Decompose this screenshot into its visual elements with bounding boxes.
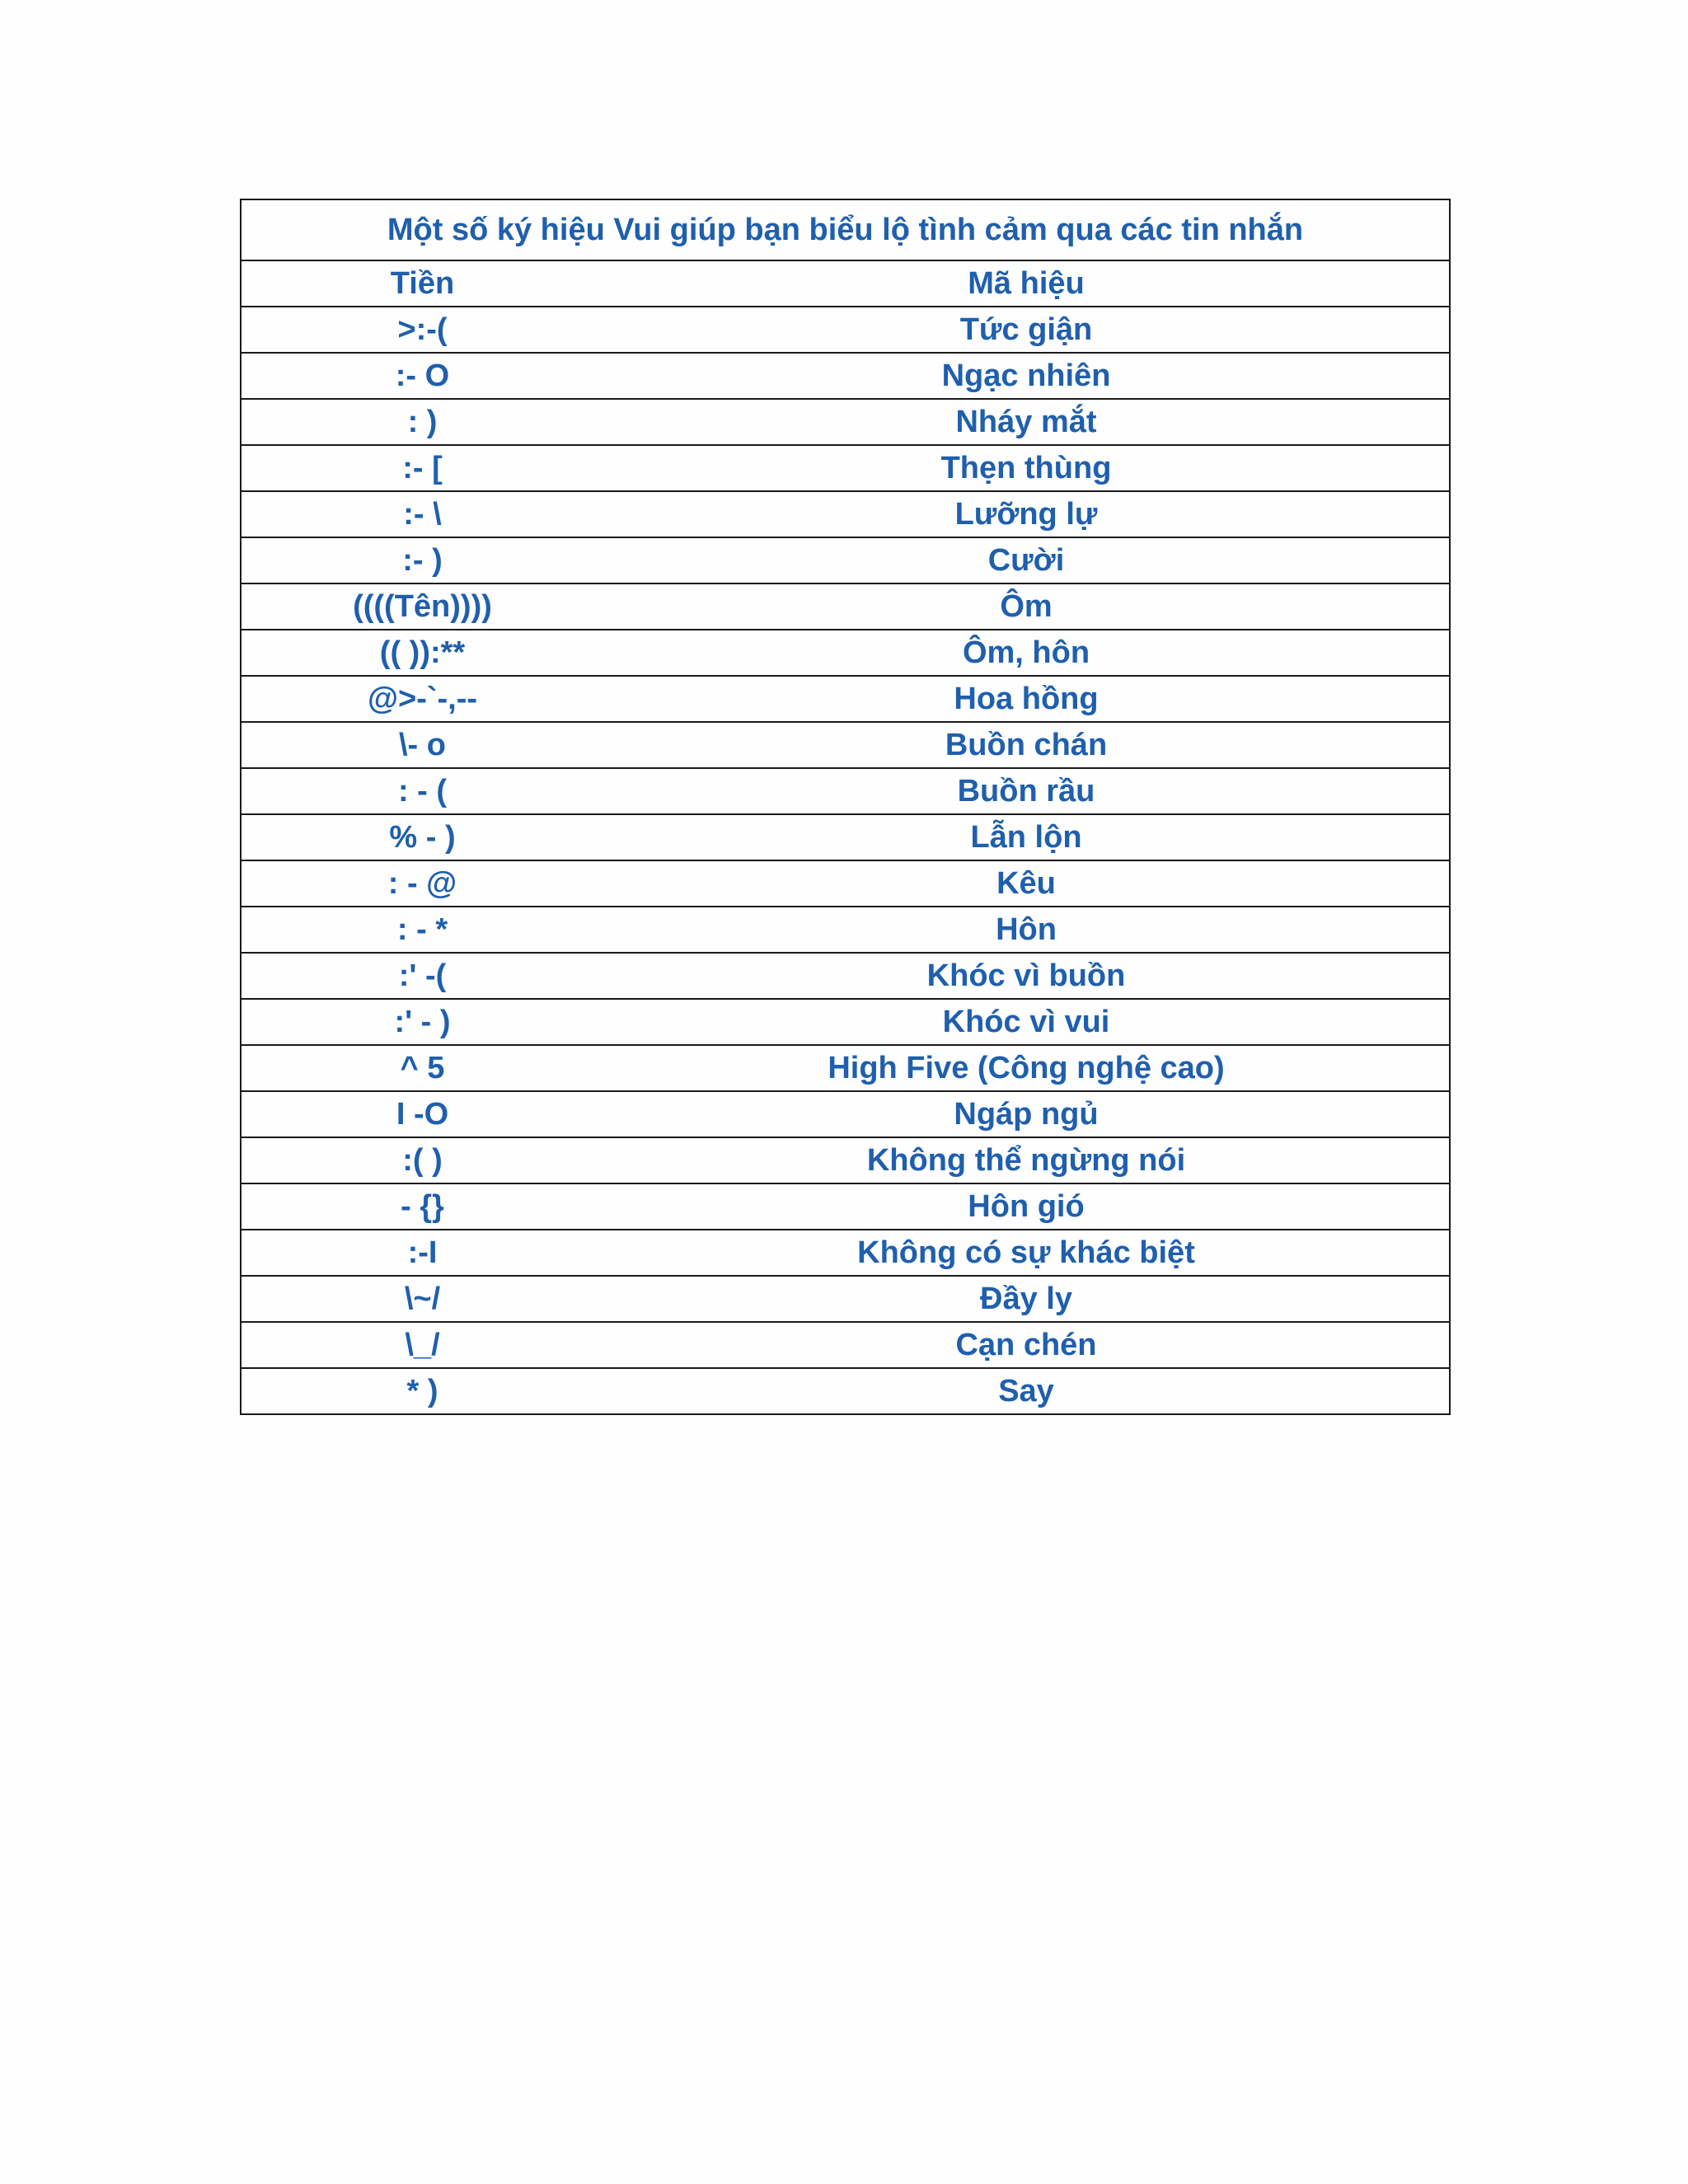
- meaning-cell: Ngạc nhiên: [603, 353, 1450, 399]
- symbol-cell: \_/: [241, 1322, 603, 1368]
- symbol-cell: ^ 5: [241, 1045, 603, 1091]
- meaning-cell: Tức giận: [603, 307, 1450, 353]
- symbol-cell: % - ): [241, 814, 603, 860]
- symbol-cell: :' - ): [241, 999, 603, 1045]
- table-row: [241, 953, 1450, 999]
- meaning-cell: Nháy mắt: [603, 399, 1450, 445]
- meaning-cell: Khóc vì buồn: [603, 953, 1450, 999]
- meaning-cell: Hôn gió: [603, 1183, 1450, 1230]
- table-row: [241, 814, 1450, 860]
- table-row: [241, 768, 1450, 814]
- table-row: [241, 999, 1450, 1045]
- meaning-cell: Kêu: [603, 860, 1450, 907]
- symbol-cell: : ): [241, 399, 603, 445]
- table-row: [241, 1230, 1450, 1276]
- emoticon-table: [240, 199, 1451, 1415]
- table-row: [241, 1322, 1450, 1368]
- symbol-cell: \- o: [241, 722, 603, 768]
- table-row: [241, 399, 1450, 445]
- table-row: [241, 676, 1450, 722]
- symbol-cell: :- ): [241, 537, 603, 583]
- table-row: [241, 1045, 1450, 1091]
- meaning-cell: Ngáp ngủ: [603, 1091, 1450, 1137]
- table-row: [241, 353, 1450, 399]
- table-row: [241, 307, 1450, 353]
- meaning-cell: Lưỡng lự: [603, 491, 1450, 537]
- meaning-cell: Lẫn lộn: [603, 814, 1450, 860]
- symbol-cell: \~/: [241, 1276, 603, 1322]
- symbol-cell: :- O: [241, 353, 603, 399]
- table-row: [241, 1183, 1450, 1230]
- table-row: [241, 1091, 1450, 1137]
- meaning-cell: Khóc vì vui: [603, 999, 1450, 1045]
- symbol-cell: : - @: [241, 860, 603, 907]
- meaning-cell: Buồn rầu: [603, 768, 1450, 814]
- symbol-cell: :-I: [241, 1230, 603, 1276]
- table-row: [241, 630, 1450, 676]
- meaning-cell: Ôm: [603, 583, 1450, 630]
- meaning-cell: Ôm, hôn: [603, 630, 1450, 676]
- symbol-cell: :( ): [241, 1137, 603, 1183]
- table-title: Một số ký hiệu Vui giúp bạn biểu lộ tình cảm qua các tin nhắn: [241, 199, 1450, 260]
- meaning-cell: Say: [603, 1368, 1450, 1414]
- table-row: [241, 445, 1450, 491]
- meaning-cell: Hôn: [603, 907, 1450, 953]
- table-row: [241, 537, 1450, 583]
- meaning-cell: High Five (Công nghệ cao): [603, 1045, 1450, 1091]
- meaning-cell: Không thể ngừng nói: [603, 1137, 1450, 1183]
- table-row: [241, 722, 1450, 768]
- meaning-cell: Đầy ly: [603, 1276, 1450, 1322]
- symbol-cell: :- \: [241, 491, 603, 537]
- symbol-cell: ((((Tên)))): [241, 583, 603, 630]
- meaning-cell: Thẹn thùng: [603, 445, 1450, 491]
- table-row: [241, 860, 1450, 907]
- table-row: [241, 907, 1450, 953]
- symbol-cell: :' -(: [241, 953, 603, 999]
- table-header-row: [241, 260, 1450, 307]
- symbol-cell: * ): [241, 1368, 603, 1414]
- table-row: [241, 1137, 1450, 1183]
- symbol-cell: I -O: [241, 1091, 603, 1137]
- meaning-cell: Buồn chán: [603, 722, 1450, 768]
- meaning-cell: Không có sự khác biệt: [603, 1230, 1450, 1276]
- symbol-cell: @>-`-,--: [241, 676, 603, 722]
- symbol-cell: :- [: [241, 445, 603, 491]
- meaning-cell: Cạn chén: [603, 1322, 1450, 1368]
- meaning-cell: Hoa hồng: [603, 676, 1450, 722]
- table-row: [241, 1368, 1450, 1414]
- symbol-cell: : - *: [241, 907, 603, 953]
- symbol-cell: - {}: [241, 1183, 603, 1230]
- table-body: [241, 260, 1450, 1414]
- table-row: [241, 1276, 1450, 1322]
- table-row: [241, 491, 1450, 537]
- column-header-symbol: Tiền: [241, 260, 603, 307]
- emoticon-sheet: [240, 199, 1449, 1415]
- table-row: [241, 583, 1450, 630]
- symbol-cell: : - (: [241, 768, 603, 814]
- symbol-cell: (( )):**: [241, 630, 603, 676]
- column-header-meaning: Mã hiệu: [603, 260, 1450, 307]
- meaning-cell: Cười: [603, 537, 1450, 583]
- table-title-row: [241, 199, 1450, 260]
- symbol-cell: >:-(: [241, 307, 603, 353]
